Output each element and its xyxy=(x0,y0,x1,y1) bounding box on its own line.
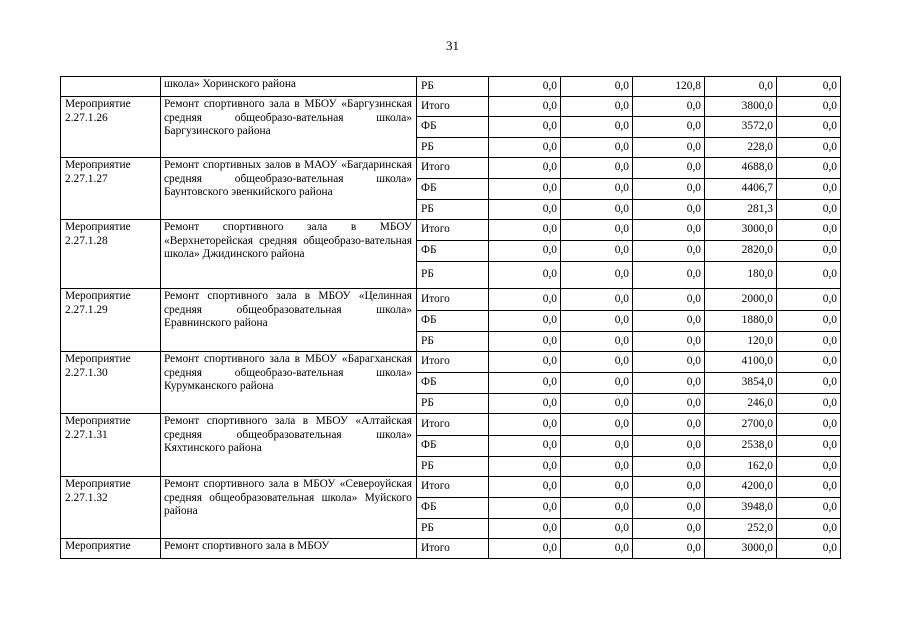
value-cell: 0,0 xyxy=(633,262,705,289)
value-cell: 0,0 xyxy=(561,352,633,373)
funding-source-cell: РБ xyxy=(417,200,489,220)
value-cell: 0,0 xyxy=(633,414,705,436)
value-cell: 0,0 xyxy=(561,539,633,559)
value-cell: 0,0 xyxy=(561,179,633,200)
value-cell: 0,0 xyxy=(561,498,633,519)
budget-table xyxy=(60,76,841,559)
value-cell: 0,0 xyxy=(561,117,633,138)
measure-code-cell: Мероприятие xyxy=(61,539,161,559)
value-cell: 0,0 xyxy=(561,477,633,498)
table-row xyxy=(61,477,841,498)
funding-source-cell: ФБ xyxy=(417,373,489,394)
value-cell: 0,0 xyxy=(777,311,841,332)
value-cell: 0,0 xyxy=(633,539,705,559)
funding-source-cell: ФБ xyxy=(417,241,489,262)
value-cell: 3854,0 xyxy=(705,373,777,394)
table-row xyxy=(61,352,841,373)
value-cell: 0,0 xyxy=(489,539,561,559)
funding-source-cell: РБ xyxy=(417,332,489,352)
value-cell: 0,0 xyxy=(489,289,561,311)
measure-code-cell xyxy=(61,77,161,97)
value-cell: 0,0 xyxy=(633,498,705,519)
value-cell: 4100,0 xyxy=(705,352,777,373)
value-cell: 0,0 xyxy=(777,352,841,373)
value-cell: 0,0 xyxy=(489,179,561,200)
funding-source-cell: РБ xyxy=(417,394,489,414)
value-cell: 0,0 xyxy=(561,77,633,97)
funding-source-cell: РБ xyxy=(417,519,489,539)
value-cell: 3000,0 xyxy=(705,539,777,559)
value-cell: 0,0 xyxy=(489,241,561,262)
value-cell: 0,0 xyxy=(561,200,633,220)
table-row xyxy=(61,158,841,179)
value-cell: 0,0 xyxy=(489,519,561,539)
value-cell: 3572,0 xyxy=(705,117,777,138)
value-cell: 0,0 xyxy=(777,241,841,262)
page-number: 31 xyxy=(446,38,459,53)
value-cell: 120,0 xyxy=(705,332,777,352)
value-cell: 0,0 xyxy=(561,97,633,117)
value-cell: 0,0 xyxy=(561,457,633,477)
value-cell: 0,0 xyxy=(777,138,841,158)
funding-source-cell: Итого xyxy=(417,414,489,436)
value-cell: 0,0 xyxy=(633,220,705,241)
value-cell: 0,0 xyxy=(489,77,561,97)
value-cell: 2700,0 xyxy=(705,414,777,436)
value-cell: 0,0 xyxy=(489,457,561,477)
funding-source-cell: ФБ xyxy=(417,498,489,519)
table-row xyxy=(61,539,841,559)
value-cell: 162,0 xyxy=(705,457,777,477)
measure-code-cell: Мероприятие 2.27.1.31 xyxy=(61,414,161,477)
value-cell: 0,0 xyxy=(489,200,561,220)
value-cell: 0,0 xyxy=(777,539,841,559)
value-cell: 0,0 xyxy=(489,477,561,498)
measure-code-cell: Мероприятие 2.27.1.30 xyxy=(61,352,161,414)
value-cell: 0,0 xyxy=(561,436,633,457)
measure-code-cell: Мероприятие 2.27.1.26 xyxy=(61,97,161,158)
value-cell: 0,0 xyxy=(705,77,777,97)
value-cell: 0,0 xyxy=(777,519,841,539)
value-cell: 120,8 xyxy=(633,77,705,97)
funding-source-cell: Итого xyxy=(417,289,489,311)
value-cell: 0,0 xyxy=(633,179,705,200)
value-cell: 4200,0 xyxy=(705,477,777,498)
measure-code-cell: Мероприятие 2.27.1.27 xyxy=(61,158,161,220)
funding-source-cell: Итого xyxy=(417,97,489,117)
funding-source-cell: ФБ xyxy=(417,311,489,332)
value-cell: 3948,0 xyxy=(705,498,777,519)
measure-code-cell: Мероприятие 2.27.1.32 xyxy=(61,477,161,539)
measure-description-cell: Ремонт спортивного зала в МБОУ «Верхнеторейская средняя общеобразо-вательная школа» Джидинского района xyxy=(161,220,417,289)
value-cell: 180,0 xyxy=(705,262,777,289)
measure-description-cell: Ремонт спортивного зала в МБОУ «Баргузинская средняя общеобразо-вательная школа» Баргузинского района xyxy=(161,97,417,158)
value-cell: 0,0 xyxy=(777,97,841,117)
value-cell: 246,0 xyxy=(705,394,777,414)
value-cell: 0,0 xyxy=(489,352,561,373)
value-cell: 0,0 xyxy=(489,311,561,332)
value-cell: 0,0 xyxy=(633,117,705,138)
value-cell: 281,3 xyxy=(705,200,777,220)
value-cell: 0,0 xyxy=(561,414,633,436)
value-cell: 0,0 xyxy=(777,200,841,220)
value-cell: 0,0 xyxy=(777,498,841,519)
value-cell: 4688,0 xyxy=(705,158,777,179)
value-cell: 252,0 xyxy=(705,519,777,539)
value-cell: 0,0 xyxy=(633,477,705,498)
value-cell: 3000,0 xyxy=(705,220,777,241)
value-cell: 0,0 xyxy=(489,220,561,241)
value-cell: 2538,0 xyxy=(705,436,777,457)
value-cell: 1880,0 xyxy=(705,311,777,332)
value-cell: 0,0 xyxy=(561,262,633,289)
value-cell: 0,0 xyxy=(561,220,633,241)
table-row xyxy=(61,414,841,436)
value-cell: 0,0 xyxy=(777,220,841,241)
value-cell: 0,0 xyxy=(777,289,841,311)
value-cell: 0,0 xyxy=(633,332,705,352)
funding-source-cell: ФБ xyxy=(417,117,489,138)
measure-description-cell: Ремонт спортивного зала в МБОУ xyxy=(161,539,417,559)
value-cell: 0,0 xyxy=(633,200,705,220)
measure-code-cell: Мероприятие 2.27.1.29 xyxy=(61,289,161,352)
value-cell: 0,0 xyxy=(489,158,561,179)
value-cell: 0,0 xyxy=(777,117,841,138)
value-cell: 0,0 xyxy=(633,138,705,158)
funding-source-cell: Итого xyxy=(417,220,489,241)
value-cell: 0,0 xyxy=(489,373,561,394)
funding-source-cell: Итого xyxy=(417,477,489,498)
funding-source-cell: РБ xyxy=(417,138,489,158)
value-cell: 2000,0 xyxy=(705,289,777,311)
value-cell: 0,0 xyxy=(777,332,841,352)
value-cell: 0,0 xyxy=(489,97,561,117)
value-cell: 0,0 xyxy=(777,262,841,289)
value-cell: 3800,0 xyxy=(705,97,777,117)
value-cell: 0,0 xyxy=(561,241,633,262)
value-cell: 0,0 xyxy=(489,117,561,138)
value-cell: 0,0 xyxy=(777,158,841,179)
measure-description-cell: Ремонт спортивного зала в МБОУ «Барагханская средняя общеобразо-вательная школа» Курумканского района xyxy=(161,352,417,414)
value-cell: 0,0 xyxy=(633,457,705,477)
measure-description-cell: Ремонт спортивного зала в МБОУ «Целинная средняя общеобразовательная школа» Еравнинского района xyxy=(161,289,417,352)
value-cell: 0,0 xyxy=(489,332,561,352)
value-cell: 0,0 xyxy=(633,352,705,373)
funding-source-cell: ФБ xyxy=(417,179,489,200)
table-row xyxy=(61,220,841,241)
measure-description-cell: школа» Хоринского района xyxy=(161,77,417,97)
value-cell: 228,0 xyxy=(705,138,777,158)
value-cell: 0,0 xyxy=(561,373,633,394)
value-cell: 0,0 xyxy=(633,311,705,332)
table-body xyxy=(61,77,841,559)
value-cell: 0,0 xyxy=(633,97,705,117)
funding-source-cell: Итого xyxy=(417,352,489,373)
value-cell: 0,0 xyxy=(489,394,561,414)
value-cell: 0,0 xyxy=(777,179,841,200)
value-cell: 0,0 xyxy=(633,394,705,414)
measure-description-cell: Ремонт спортивных залов в МАОУ «Багдаринская средняя общеобразо-вательная школа» Баунтовского эвенкийского района xyxy=(161,158,417,220)
value-cell: 0,0 xyxy=(777,394,841,414)
value-cell: 0,0 xyxy=(777,77,841,97)
value-cell: 0,0 xyxy=(633,436,705,457)
value-cell: 0,0 xyxy=(633,519,705,539)
value-cell: 0,0 xyxy=(561,519,633,539)
value-cell: 0,0 xyxy=(489,262,561,289)
value-cell: 0,0 xyxy=(777,414,841,436)
funding-source-cell: ФБ xyxy=(417,436,489,457)
value-cell: 0,0 xyxy=(561,289,633,311)
table-row xyxy=(61,77,841,97)
value-cell: 0,0 xyxy=(777,436,841,457)
value-cell: 0,0 xyxy=(777,477,841,498)
table-row xyxy=(61,97,841,117)
value-cell: 0,0 xyxy=(633,373,705,394)
value-cell: 0,0 xyxy=(633,289,705,311)
funding-source-cell: РБ xyxy=(417,457,489,477)
value-cell: 0,0 xyxy=(489,414,561,436)
funding-source-cell: РБ xyxy=(417,77,489,97)
value-cell: 2820,0 xyxy=(705,241,777,262)
value-cell: 0,0 xyxy=(561,394,633,414)
value-cell: 0,0 xyxy=(561,332,633,352)
value-cell: 0,0 xyxy=(777,457,841,477)
funding-source-cell: РБ xyxy=(417,262,489,289)
value-cell: 0,0 xyxy=(777,373,841,394)
measure-description-cell: Ремонт спортивного зала в МБОУ «Алтайская средняя общеобразовательная школа» Кяхтинского района xyxy=(161,414,417,477)
value-cell: 0,0 xyxy=(489,436,561,457)
measure-description-cell: Ремонт спортивного зала в МБОУ «Североуйская средняя общеобразовательная школа» Муйского района xyxy=(161,477,417,539)
funding-source-cell: Итого xyxy=(417,539,489,559)
value-cell: 0,0 xyxy=(633,158,705,179)
measure-code-cell: Мероприятие 2.27.1.28 xyxy=(61,220,161,289)
value-cell: 0,0 xyxy=(489,498,561,519)
funding-source-cell: Итого xyxy=(417,158,489,179)
value-cell: 0,0 xyxy=(633,241,705,262)
value-cell: 4406,7 xyxy=(705,179,777,200)
value-cell: 0,0 xyxy=(489,138,561,158)
table-row xyxy=(61,289,841,311)
value-cell: 0,0 xyxy=(561,311,633,332)
value-cell: 0,0 xyxy=(561,138,633,158)
value-cell: 0,0 xyxy=(561,158,633,179)
